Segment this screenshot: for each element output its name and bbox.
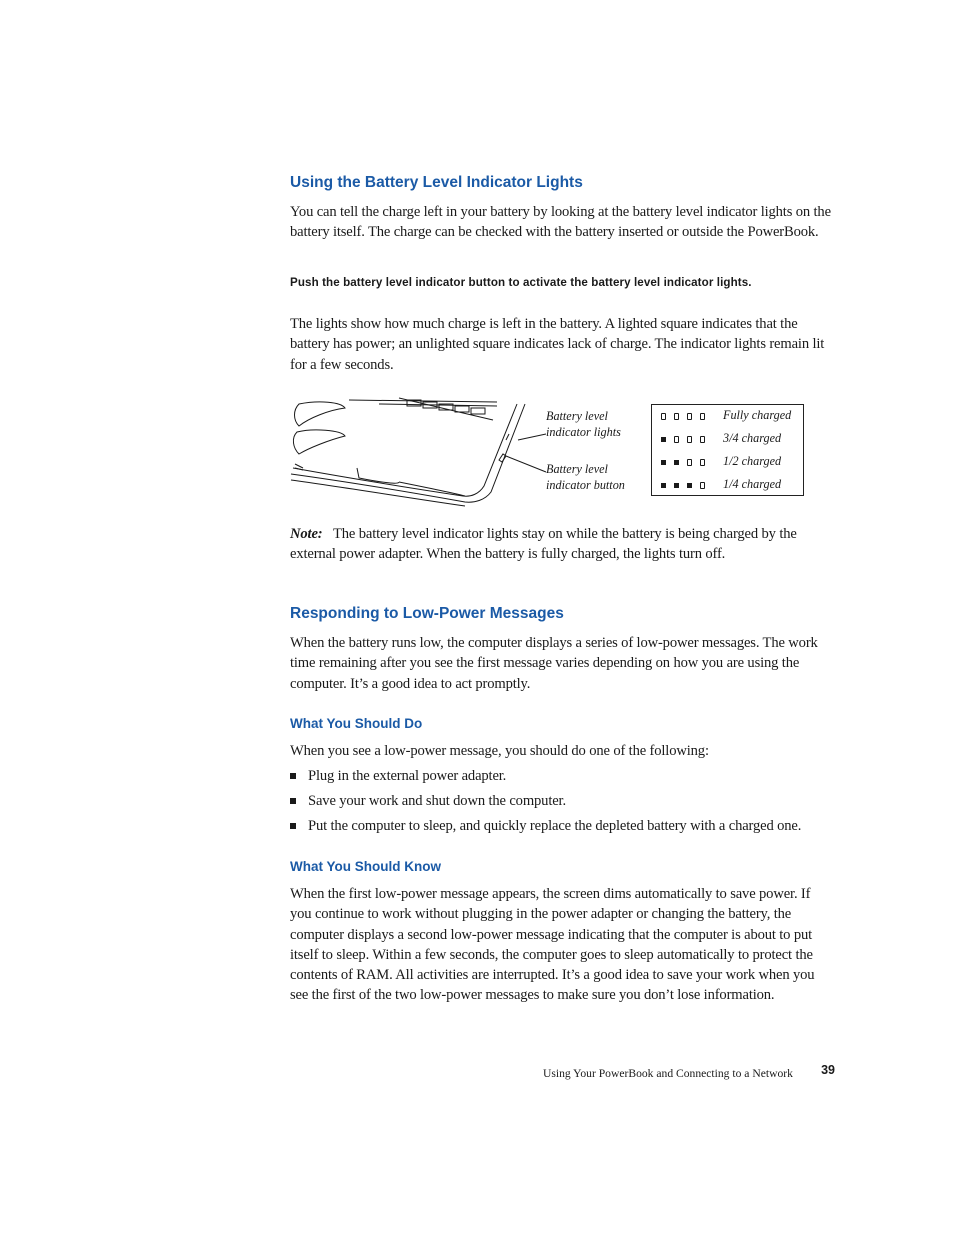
legend-row-full xyxy=(652,406,803,429)
section-heading-low-power: Responding to Low-Power Messages xyxy=(290,605,564,622)
page-footer xyxy=(543,1064,835,1082)
subheading-what-to-know: What You Should Know xyxy=(290,859,441,874)
legend-label: 3/4 charged xyxy=(723,431,782,445)
note-label: Note: xyxy=(290,526,323,542)
running-title: Using Your PowerBook and Connecting to a Network xyxy=(543,1067,793,1080)
paragraph-low-power: When the battery runs low, the computer displays a series of low-power messages. The work time remaining after you see the first message varies depending on how you are using the computer. It’s a good idea to act promptly. xyxy=(290,635,818,692)
legend-row-quarter xyxy=(652,475,803,498)
paragraph-battery-charge: You can tell the charge left in your battery by looking at the battery level indicator lights on the battery itself. The charge can be checked with the battery inserted or outside the PowerBook. xyxy=(290,204,831,241)
bullet-icon xyxy=(290,823,296,829)
indicator-lights-icon xyxy=(661,481,715,491)
legend-label: Fully charged xyxy=(723,408,792,422)
instruction-press-button: Push the battery level indicator button to activate the battery level indicator lights. xyxy=(290,276,752,289)
bullet-icon xyxy=(290,773,296,779)
note-text: The battery level indicator lights stay on while the battery is being charged by the external power adapter. When the battery is fully charged, the lights turn off. xyxy=(290,526,797,563)
section-heading-battery-lights: Using the Battery Level Indicator Lights xyxy=(290,174,583,191)
callout-indicator-lights: Battery level indicator lights xyxy=(546,409,621,439)
paragraph-what-to-do-intro: When you see a low-power message, you should do one of the following: xyxy=(290,743,709,759)
charge-level-legend xyxy=(651,404,804,496)
paragraph-lights-meaning: The lights show how much charge is left in the battery. A lighted square indicates that the battery has power; an unlighted square indicates lack of charge. The indicator lights remain lit for a few seconds. xyxy=(290,316,825,373)
indicator-lights-icon xyxy=(661,435,715,445)
list-item: Put the computer to sleep, and quickly replace the depleted battery with a charged one. xyxy=(290,816,850,836)
legend-row-three-quarter xyxy=(652,429,803,452)
legend-label: 1/2 charged xyxy=(723,454,782,468)
subheading-what-to-do: What You Should Do xyxy=(290,716,423,731)
page-number: 39 xyxy=(821,1063,835,1077)
note-paragraph xyxy=(290,524,835,565)
indicator-lights-icon xyxy=(661,412,715,422)
list-item: Plug in the external power adapter. xyxy=(290,766,850,786)
list-item: Save your work and shut down the computer. xyxy=(290,791,850,811)
legend-row-half xyxy=(652,452,803,475)
actions-list xyxy=(290,766,850,841)
paragraph-what-to-know: When the first low-power message appears, the screen dims automatically to save power. If you continue to work without plugging in the power adapter or changing the battery, the computer displays a second low-power message indicating that the computer is about to put itself to sleep. Within a few seconds, the computer goes to sleep automatically to protect the contents of RAM. All activities are interrupted. It’s a good idea to save your work when you see the first of the two low-power messages to make sure you don’t lose information. xyxy=(290,886,815,1004)
indicator-lights-icon xyxy=(661,458,715,468)
legend-label: 1/4 charged xyxy=(723,477,782,491)
bullet-icon xyxy=(290,798,296,804)
callout-indicator-button: Battery level indicator button xyxy=(546,462,625,492)
